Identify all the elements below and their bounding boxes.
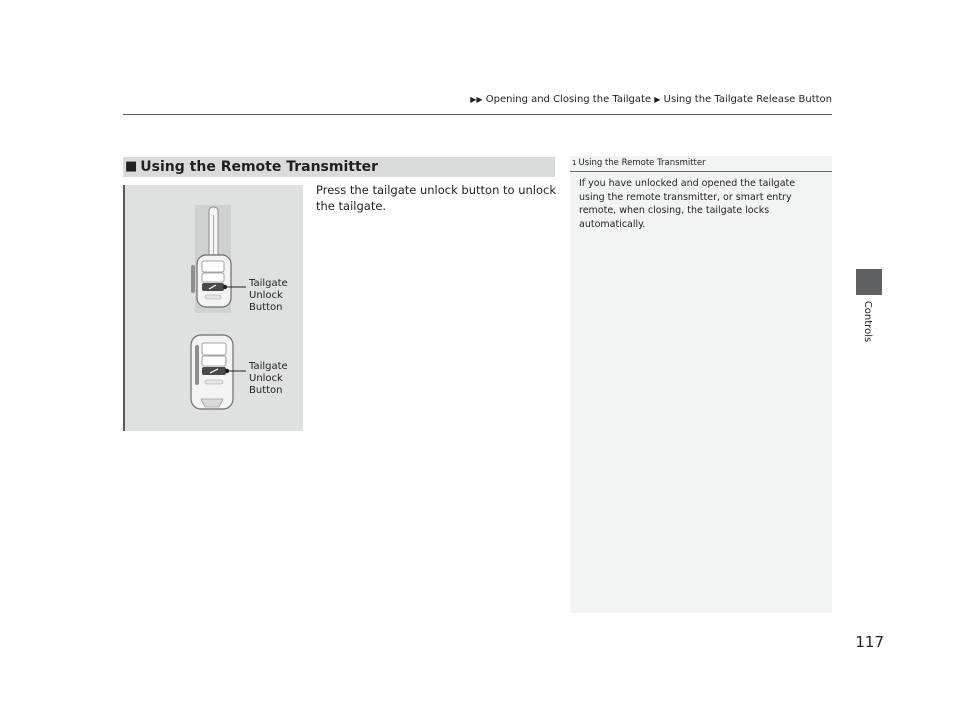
- lock-button-3: [202, 343, 226, 355]
- callout-label-1: Tailgate Unlock Button: [249, 278, 288, 313]
- breadcrumb: [0, 94, 832, 106]
- sidenote-text: If you have unlocked and opened the tailgate using the remote transmitter, or smart entry remote, when closing, the tailgate locks automatically.: [579, 178, 796, 230]
- lock-button-4: [202, 356, 226, 366]
- sidenote-heading: Using the Remote Transmitter: [578, 158, 706, 168]
- reference-icon: 1: [572, 159, 577, 167]
- lock-button-1: [202, 261, 224, 272]
- breadcrumb-item[interactable]: Using the Tailgate Release Button: [663, 94, 832, 105]
- sidenote: [570, 156, 832, 613]
- breadcrumb-item[interactable]: Opening and Closing the Tailgate: [485, 94, 652, 105]
- chapter-tab-label: Controls: [862, 300, 874, 342]
- page-number: 117: [855, 633, 884, 651]
- square-bullet-icon: ■: [125, 159, 138, 174]
- lock-button-2: [202, 273, 224, 282]
- callout-label-2: Tailgate Unlock Button: [249, 361, 288, 396]
- remote-illustration: [123, 185, 303, 431]
- sidenote-divider: [570, 171, 832, 172]
- breadcrumb-separator-icon: ▶: [654, 95, 661, 104]
- breadcrumb-arrows-icon: ▶▶: [470, 95, 483, 104]
- header-divider: [123, 114, 832, 115]
- chapter-tab-marker: [856, 269, 882, 295]
- body-paragraph: Press the tailgate unlock button to unlock the tailgate.: [316, 183, 557, 213]
- section-header: [123, 157, 555, 177]
- sidenote-header: [572, 158, 832, 168]
- section-title: Using the Remote Transmitter: [140, 159, 379, 175]
